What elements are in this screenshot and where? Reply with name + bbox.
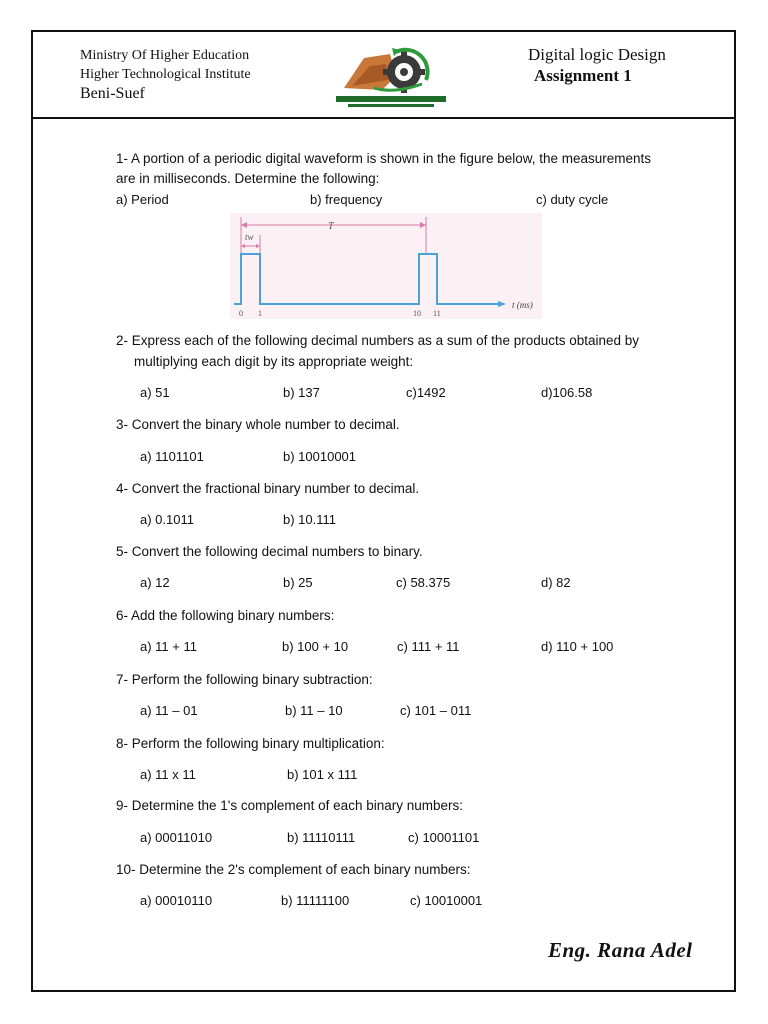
institution-block — [80, 46, 251, 103]
question-3-option-a: a) 1101101 — [140, 449, 204, 464]
question-7: 7- Perform the following binary subtraction: — [116, 672, 373, 687]
waveform-figure — [230, 213, 542, 319]
question-5-option-d: d) 82 — [541, 575, 571, 590]
question-9-option-c: c) 10001101 — [408, 830, 480, 845]
institute-logo — [334, 40, 448, 112]
pulse-width-label: tw — [245, 232, 254, 242]
question-7-option-a: a) 11 – 01 — [140, 703, 198, 718]
question-4-option-b: b) 10.111 — [283, 512, 337, 527]
question-6-option-d: d) 110 + 100 — [541, 639, 614, 654]
question-8: 8- Perform the following binary multiplication: — [116, 736, 385, 751]
question-3-option-b: b) 10010001 — [283, 449, 357, 464]
question-6-option-b: b) 100 + 10 — [282, 639, 349, 654]
city-name: Beni-Suef — [80, 85, 145, 102]
question-5-option-c: c) 58.375 — [396, 575, 451, 590]
question-9-option-a: a) 00011010 — [140, 830, 213, 845]
tick-10: 10 — [413, 309, 421, 318]
question-7-option-c: c) 101 – 011 — [400, 703, 472, 718]
question-2-option-b: b) 137 — [283, 385, 320, 400]
ministry-name: Ministry Of Higher Education — [80, 48, 250, 63]
tick-1: 1 — [258, 309, 262, 318]
course-block — [528, 44, 666, 86]
question-8-option-a: a) 11 x 11 — [140, 767, 196, 782]
question-1-line-1: 1- A portion of a periodic digital waveform is shown in the figure below, the measurements — [116, 151, 652, 166]
question-10-option-b: b) 11111100 — [281, 893, 350, 908]
question-6: 6- Add the following binary numbers: — [116, 608, 335, 623]
period-label: T — [328, 221, 334, 232]
question-1-option-a: a) Period — [116, 192, 169, 207]
question-7-option-b: b) 11 – 10 — [285, 703, 343, 718]
author-signature: Eng. Rana Adel — [548, 938, 693, 962]
question-3: 3- Convert the binary whole number to decimal. — [116, 417, 400, 432]
question-5-option-b: b) 25 — [283, 575, 313, 590]
assignment-title: Assignment 1 — [534, 66, 632, 85]
institute-name: Higher Technological Institute — [80, 67, 251, 82]
question-10-option-a: a) 00010110 — [140, 893, 213, 908]
course-title: Digital logic Design — [528, 45, 666, 64]
question-1-option-c: c) duty cycle — [536, 192, 609, 207]
question-2-option-c: c)1492 — [406, 385, 446, 400]
question-5-option-a: a) 12 — [140, 575, 170, 590]
question-2-option-d: d)106.58 — [541, 385, 593, 400]
tick-11: 11 — [433, 309, 441, 318]
question-4: 4- Convert the fractional binary number to decimal. — [116, 481, 420, 496]
question-8-option-b: b) 101 x 111 — [287, 767, 358, 782]
question-10-option-c: c) 10010001 — [410, 893, 483, 908]
question-2-line-2: multiplying each digit by its appropriate weight: — [134, 354, 414, 369]
question-9-option-b: b) 11110111 — [287, 830, 356, 845]
question-2-option-a: a) 51 — [140, 385, 170, 400]
question-1-option-b: b) frequency — [310, 192, 383, 207]
question-10: 10- Determine the 2's complement of each binary numbers: — [116, 862, 471, 877]
question-1-line-2: are in milliseconds. Determine the following: — [116, 171, 380, 186]
question-6-option-a: a) 11 + 11 — [140, 639, 197, 654]
time-axis-label: t (ms) — [512, 300, 533, 310]
question-5: 5- Convert the following decimal numbers to binary. — [116, 544, 423, 559]
question-9: 9- Determine the 1's complement of each binary numbers: — [116, 798, 463, 813]
question-2-line-1: 2- Express each of the following decimal numbers as a sum of the products obtained by — [116, 333, 640, 348]
document-header — [33, 32, 734, 119]
tick-0: 0 — [239, 309, 243, 318]
question-4-option-a: a) 0.1011 — [140, 512, 194, 527]
question-6-option-c: c) 111 + 11 — [397, 639, 460, 654]
